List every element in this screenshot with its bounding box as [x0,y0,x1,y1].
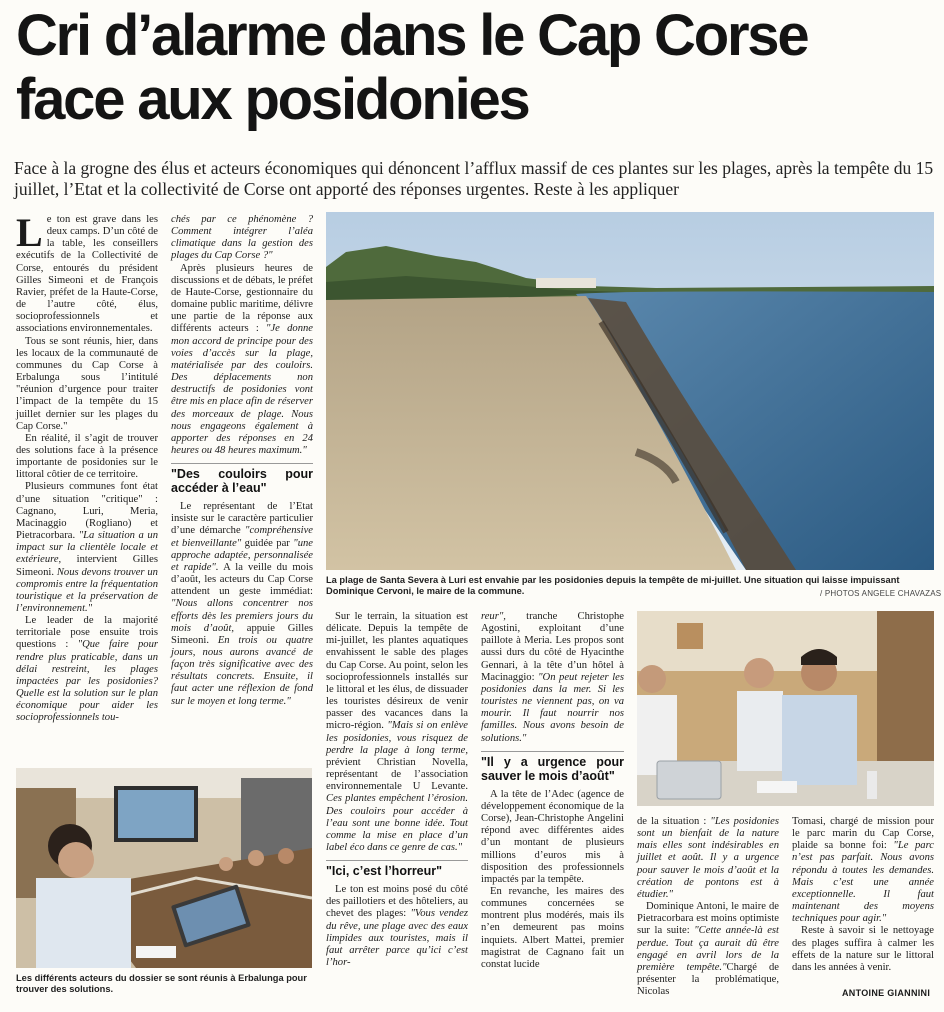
text: tranche Christophe Agostini, exploitant d’une paillote à Meria. Les propos sont aussi durs du côté de Hyacinthe Gennari, à la tête d’un hôtel à Macinaggio: [481,611,624,683]
article-column-2 [171,214,313,708]
paragraph [171,263,313,458]
article-column-4 [481,611,624,971]
quote: reur", [481,611,506,622]
paragraph: Reste à savoir si le nettoyage des plages suffira à calmer les effets de la nature sur le littoral dans les années à venir. [792,925,934,973]
quote: "La situation a un impact sur la clientèle locale et extérieure, [16,530,158,566]
quote: "Nous allons concentrer nos efforts dès les premiers jours du mois d’août, [171,598,313,634]
paragraph: A la tête de l’Adec (agence de développement économique de la Corse), Jean-Christophe Angelini répond avec différentes aides d’un montant de plusieurs millions d’euros mis à disposition des professionnels impactés par la tempête. [481,788,624,885]
text: Le représentant de l’Etat insiste sur le caractère particulier d’une démarche [171,501,313,537]
byline: ANTOINE GIANNINI [842,988,931,998]
lede: Face à la grogne des élus et acteurs économiques qui dénoncent l’afflux massif de ces plantes sur les plages, après la tempête du 15 juillet, l’Etat et la collectivité de Corse ont apporté des réponses urgentes. Reste à les appliquer [14,158,934,199]
paragraph [326,611,468,854]
text: Sur le terrain, la situation est délicate. Depuis la tempête de mi-juillet, les plantes aquatiques envahissent le sable des plages du Cap Corse. Au point, selon les socioprofessionnels installés sur le littoral et les élus, de dissuader les touristes désireux de venir passer des vacances dans la micro-région. [326,611,468,732]
paragraph: En réalité, il s’agit de trouver des solutions face à la présence importante de posidonies sur le littoral côtier de ce territoire. [16,432,158,481]
paragraph [171,214,313,263]
text: Le ton est moins posé du côté des paillotiers et des hôteliers, au chevet des plages: [326,884,468,920]
paragraph [16,481,158,615]
quote: chés par ce phénomène ? Comment intégrer l’aléa climatique dans la gestion des plages du Cap Corse ?" [171,214,313,262]
text: A la veille du mois d’août, les acteurs du Cap Corse attendent un geste immédiat: [171,561,313,598]
quote: "On peut rejeter les posidonies dans la mer. Si les touristes ne viennent pas, on va mourir. Il faut nourrir nos familles. Nous avons besoin de solutions." [481,671,624,744]
quote: En trois ou quatre jours, nous aurons avancé de façon très significative avec des résultats concrets. Ensuite, il faut acter une réflexion de fond sur le moyen et long terme." [171,634,313,707]
quote: "Je donne mon accord de principe pour des voies d’accès sur la plage, matérialisée par des couloirs. Des déplacements non destructifs de posidonies vont être mis en place afin de réserver des morceaux de plage. Nous nous engageons également à apporter des réponses en 24 heures ou 48 heures maximum." [171,323,313,456]
subheading: "Des couloirs pour accéder à l’eau" [171,463,313,495]
quote: "Vous vendez du rêve, une plage avec des eaux limpides aux touristes, mais il faut arrêter parce qu’ici c’est l’hor- [326,908,469,969]
beach-photo [326,212,934,570]
quote: Nous devons trouver un compromis entre la fréquentation touristique et la préservation de l’environnement." [16,566,158,614]
text: de la situation : [637,816,711,827]
subheading: "Il y a urgence pour sauver le mois d’août" [481,751,624,783]
quote: "Les posidonies sont un bienfait de la nature mais elles sont indésirables en juillet et août. Il y a urgence pour sauver le mois d’août et la création de pontons est à étudier." [637,816,779,900]
quote: "Que faire pour rendre plus praticable, dans un délai restreint, les plages impactées par les posidonies? Quelle est la solution sur le plan économique pour aider les socioprofessionnels tou- [16,639,158,724]
headline [16,4,936,132]
paragraph [326,884,468,969]
quote: "Cette année-là est perdue. Tout ça aurait dû être engagé en avril lors de la première tempête." [637,925,779,973]
headline-line-1: Cri d’alarme dans le Cap Corse [16,3,808,68]
officials-photo-illustration [637,611,934,806]
text: Chargé de présenter la problématique, Nicolas [637,961,779,998]
article-column-3 [326,611,468,969]
paragraph: Tous se sont réunis, hier, dans les locaux de la communauté de communes du Cap Corse à Erbalunga sous l’intitulé "réunion d’urgence pour traiter l’impact de la tempête du 15 juillet dernier sur les plages du Cap Corse." [16,335,158,432]
text: Tomasi, chargé de mission pour le parc marin du Cap Corse, plaide sa bonne foi: [792,816,934,852]
paragraph [637,816,779,901]
paragraph: Le ton est grave dans les deux camps. D’un côté de la table, les conseillers exécutifs de la Collectivité de Corse, entourés du président Gilles Simeoni et de François Ravier, préfet de la Haute-Corse, de l’autre côté, élus, socioprofessionnels et associations environnementales. [16,210,158,335]
meeting-photo-caption: Les différents acteurs du dossier se sont réunis à Erbalunga pour trouver des solutions. [16,973,307,994]
quote: "Le parc n’est pas parfait. Nous avons répondu à toutes les demandes. Mais c’est une année exceptionnelle. Il faut maintenant des moyens techniques pour agir." [792,840,934,925]
text: Dominique Antoni, le maire de Pietracorbara est moins optimiste sur la suite: [637,901,779,937]
text: Après plusieurs heures de discussions et de débats, le préfet de Haute-Corse, gestionnaire du domaine public maritime, délivre une partie de la réponse aux différents acteurs : [171,262,313,335]
paragraph: En revanche, les maires des communes concernées se montrent plus modérés, mais ils n’en demeurent pas moins inquiets. Albert Mattei, premier magistrat de Cagnano fait un constat lucide [481,885,624,970]
quote: "compréhensive et bienveillante" [171,525,313,549]
headline-line-2: face aux posidonies [16,67,529,132]
text: Plusieurs communes font état d’une situation "critique" : Cagnano, Luri, Meria, Macinaggio (Rogliano) et Pietracorbara. [16,481,158,542]
text: prévient Christian Novella, représentant de l’association environnementale U Levante. [326,756,468,793]
officials-photo [637,611,934,806]
quote: "une approche adaptée, personnalisée et rapide". [171,537,313,573]
photo-credit: / PHOTOS ANGELE CHAVAZAS [820,589,942,598]
paragraph [171,501,313,708]
text: guidée par [241,537,294,549]
meeting-photo-illustration [16,768,312,968]
paragraph [637,901,779,998]
quote: "Mais si on enlève les posidonies, vous risquez de perdre la plage à long terme, [326,720,468,756]
subheading: "Ici, c’est l’horreur" [326,860,468,878]
text: appuie Gilles Simeoni. [171,622,313,646]
beach-photo-illustration [326,212,934,570]
article-column-5 [637,816,779,998]
meeting-photo [16,768,312,968]
beach-photo-caption: La plage de Santa Severa à Luri est envahie par les posidonies depuis la tempête de mi-juillet. Une situation qui laisse impuissant Dominique Cervoni, le maire de la commune. [326,575,900,596]
text: Le leader de la majorité territoriale pose ensuite trois questions : [16,615,158,651]
text: intervient Gilles Simeoni. [16,554,158,578]
article-column-1 [16,210,158,725]
paragraph [16,615,158,724]
quote: Ces plantes empêchent l’érosion. Des couloirs pour accéder à l’eau sont une bonne idée. Tout comme la mise en place d’un label éco dans ce genre de cas." [326,793,468,853]
paragraph [792,816,934,925]
paragraph [481,611,624,745]
article-column-6 [792,816,934,974]
